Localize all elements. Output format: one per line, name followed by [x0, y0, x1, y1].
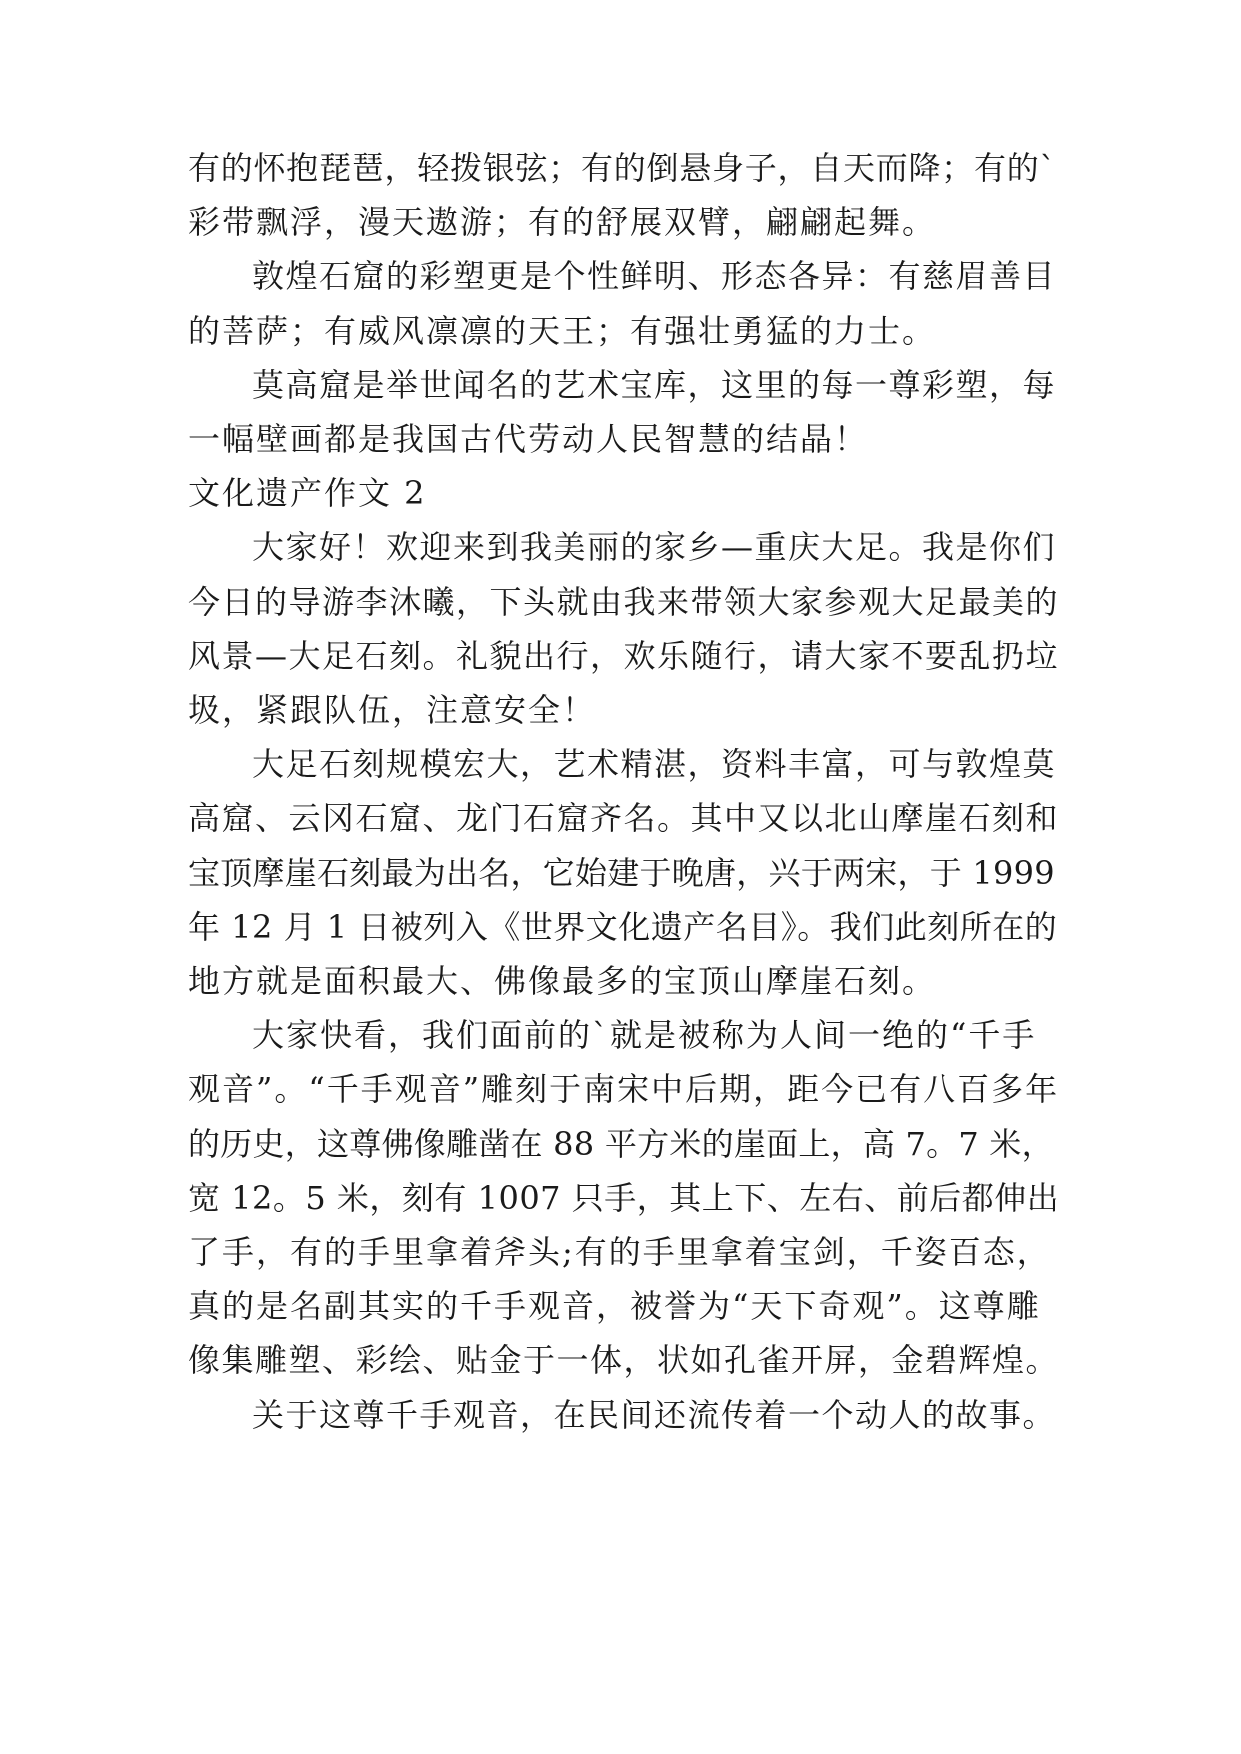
text-line: 的历史，这尊佛像雕凿在 88 平方米的崖面上，高 7。7 米， — [188, 1125, 1054, 1163]
text-line: 莫高窟是举世闻名的艺术宝库，这里的每一尊彩塑，每 — [252, 366, 1057, 404]
text-line: 大足石刻规模宏大，艺术精湛，资料丰富，可与敦煌莫 — [252, 745, 1057, 783]
text-line: 敦煌石窟的彩塑更是个性鲜明、形态各异：有慈眉善目 — [252, 257, 1057, 295]
text-line: 高窟、云冈石窟、龙门石窟齐名。其中又以北山摩崖石刻和 — [188, 799, 1060, 837]
text-line: 年 12 月 1 日被列入《世界文化遗产名目》。我们此刻所在的 — [188, 908, 1058, 946]
text-line: 真的是名副其实的千手观音，被誉为“天下奇观”。这尊雕 — [188, 1287, 1041, 1325]
text-line: 有的怀抱琵琶，轻拨银弦；有的倒悬身子，自天而降；有的` — [188, 149, 1057, 187]
text-line: 今日的导游李沐曦，下头就由我来带领大家参观大足最美的 — [188, 583, 1060, 621]
text-line: 了手，有的手里拿着斧头;有的手里拿着宝剑，千姿百态， — [188, 1233, 1051, 1271]
text-line: 的菩萨；有威风凛凛的天王；有强壮勇猛的力士。 — [188, 312, 937, 350]
text-line: 关于这尊千手观音，在民间还流传着一个动人的故事。 — [252, 1396, 1057, 1434]
text-line: 圾，紧跟队伍，注意安全！ — [188, 691, 597, 729]
text-line: 大家好！欢迎来到我美丽的家乡—重庆大足。我是你们 — [252, 528, 1057, 566]
text-line: 风景—大足石刻。礼貌出行，欢乐随行，请大家不要乱扔垃 — [188, 637, 1060, 675]
text-line: 宽 12。5 米，刻有 1007 只手，其上下、左右、前后都伸出 — [188, 1179, 1060, 1217]
text-line: 宝顶摩崖石刻最为出名，它始建于晚唐，兴于两宋，于 1999 — [188, 854, 1055, 892]
text-line: 彩带飘浮，漫天遨游；有的舒展双臂，翩翩起舞。 — [188, 203, 937, 241]
text-line: 一幅壁画都是我国古代劳动人民智慧的结晶！ — [188, 420, 869, 458]
text-line: 像集雕塑、彩绘、贴金于一体，状如孔雀开屏，金碧辉煌。 — [188, 1341, 1060, 1379]
text-line: 文化遗产作文 2 — [188, 474, 427, 512]
text-line: 大家快看，我们面前的`就是被称为人间一绝的“千手 — [252, 1016, 1037, 1054]
text-line: 地方就是面积最大、佛像最多的宝顶山摩崖石刻。 — [188, 962, 937, 1000]
text-line: 观音”。“千手观音”雕刻于南宋中后期，距今已有八百多年 — [188, 1070, 1060, 1108]
